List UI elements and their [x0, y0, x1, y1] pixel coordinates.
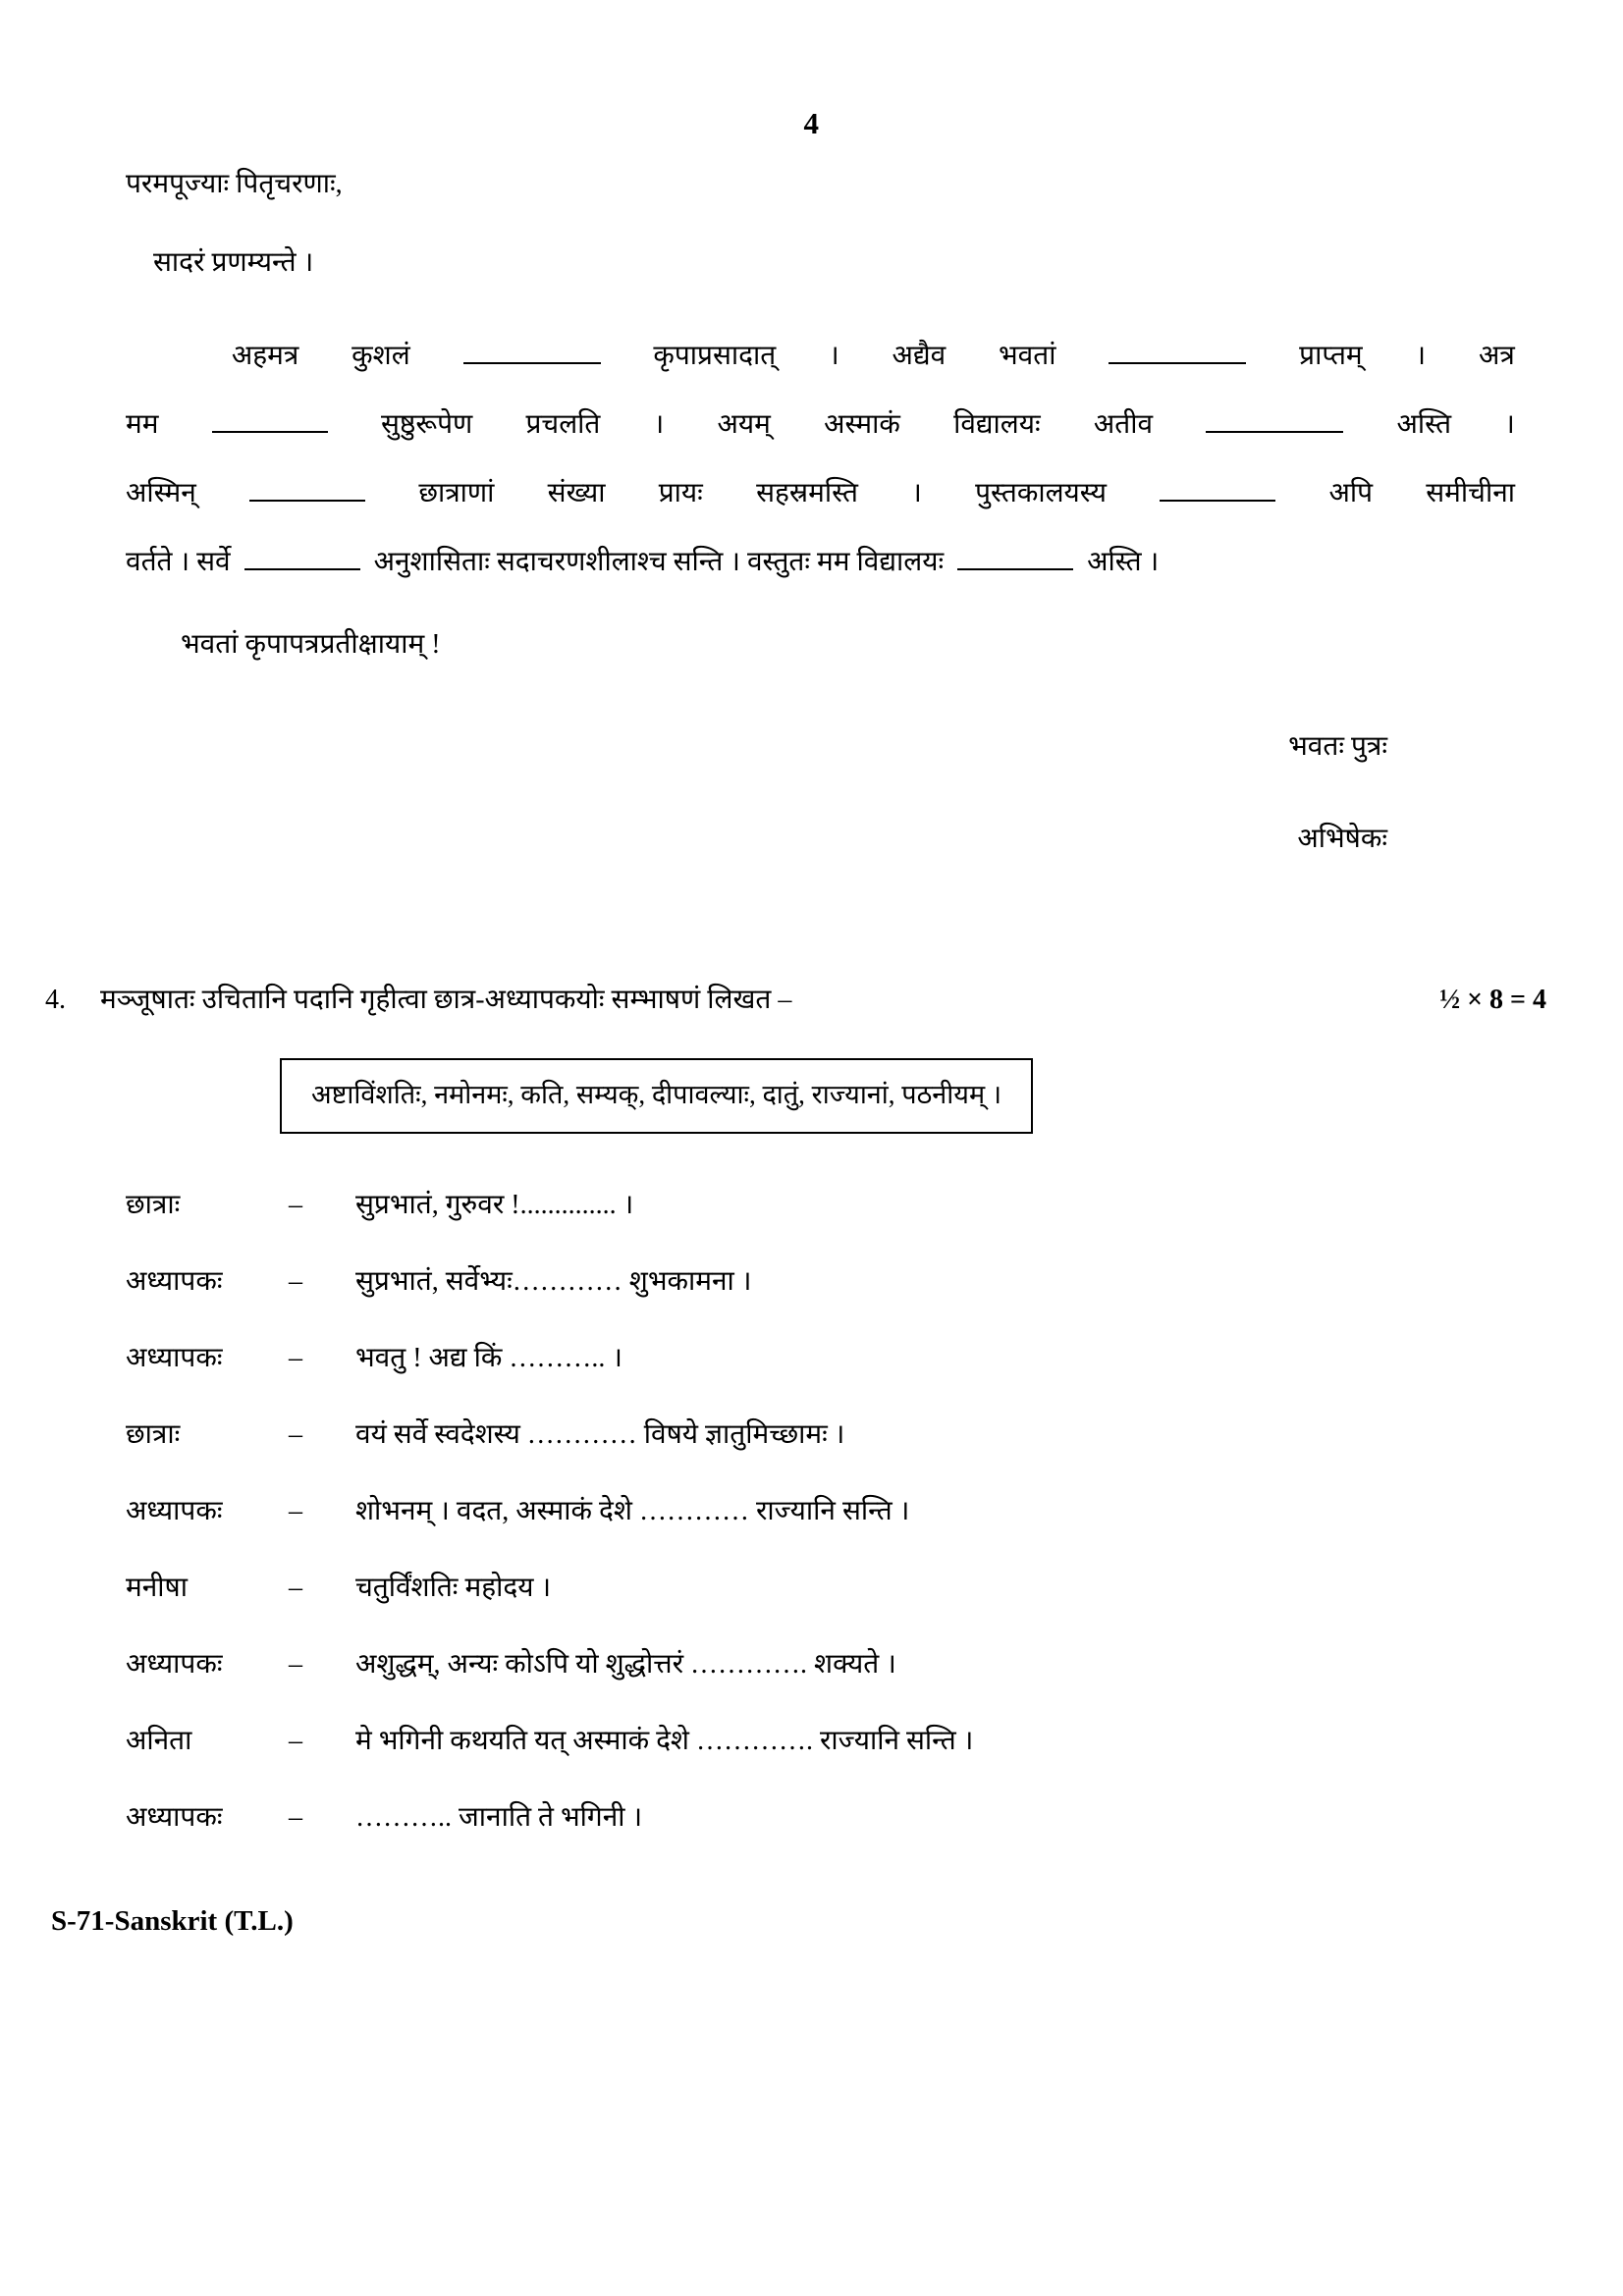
dialogue-text: शोभनम् । वदत, अस्माकं देशे ………… राज्यानि सन्ति ।: [355, 1496, 910, 1526]
question-number: 4.: [45, 985, 66, 1015]
dialogue-row: [126, 1415, 1623, 1452]
letter-line3-seg8: अपि: [1328, 478, 1373, 508]
dialogue-text: मे भगिनी कथयति यत् अस्माकं देशे …………. राज्यानि सन्ति ।: [355, 1726, 974, 1756]
letter-body: [126, 336, 1515, 579]
letter-line1-seg8: ।: [1415, 341, 1427, 371]
dialogue-dash: –: [289, 1573, 302, 1603]
dialogue-speaker: अध्यापकः: [126, 1649, 223, 1680]
letter-line3-seg3: संख्या: [547, 478, 606, 508]
dialogue-dash: –: [289, 1343, 302, 1373]
page-number: 4: [803, 106, 820, 140]
letter-expectation: भवतां कृपापत्रप्रतीक्षायाम् !: [181, 629, 441, 660]
dialogue-speaker: छात्राः: [126, 1190, 181, 1220]
dialogue-text: वयं सर्वे स्वदेशस्य ………… विषये ज्ञातुमिच्छामः ।: [355, 1419, 845, 1450]
letter-line2-seg4: ।: [653, 409, 665, 440]
dialogue-speaker: अध्यापकः: [126, 1343, 223, 1373]
dialogue-row: [126, 1721, 1623, 1758]
letter-line1-seg5: अद्यैव: [892, 341, 947, 371]
fill-blank-8[interactable]: [957, 547, 1073, 570]
letter-line4-seg2: अनुशासिताः सदाचरणशीलाश्च सन्ति । वस्तुतः मम विद्यालयः: [373, 547, 945, 577]
dialogue-dash: –: [289, 1726, 302, 1756]
signature-name: अभिषेकः: [1297, 824, 1387, 854]
dialogue-row: [126, 1797, 1623, 1835]
dialogue-dash: –: [289, 1496, 302, 1526]
letter-line-3: [126, 473, 1515, 510]
dialogue-dash: –: [289, 1419, 302, 1450]
dialogue-dash: –: [289, 1190, 302, 1220]
letter-line2-seg9: अस्ति: [1396, 409, 1452, 440]
dialogue-speaker: छात्राः: [126, 1419, 181, 1450]
fill-blank-2[interactable]: [1109, 341, 1246, 364]
letter-line2-seg5: अयम्: [717, 409, 771, 440]
word-bank-box: अष्टाविंशतिः, नमोनमः, कति, सम्यक्, दीपावल्याः, दातुं, राज्यानां, पठनीयम् ।: [280, 1058, 1033, 1134]
letter-line3-seg5: सहस्रमस्ति: [756, 478, 858, 508]
letter-line1-seg9: अत्र: [1478, 341, 1515, 371]
dialogue-row: [126, 1261, 1623, 1299]
dialogue-speaker: अध्यापकः: [126, 1802, 223, 1833]
letter-line1-seg3: कृपाप्रसादात्: [653, 341, 777, 371]
dialogue-speaker: अध्यापकः: [126, 1266, 223, 1297]
fill-blank-4[interactable]: [1206, 409, 1343, 433]
letter-signature-block: [126, 726, 1515, 856]
letter-bow-line: सादरं प्रणम्यन्ते ।: [153, 247, 314, 278]
dialogue-text: ……….. जानाति ते भगिनी ।: [355, 1802, 643, 1833]
letter-line3-seg2: छात्राणां: [418, 478, 495, 508]
dialogue-speaker: अनिता: [126, 1726, 192, 1756]
letter-salutation: परमपूज्याः पितृचरणाः,: [126, 169, 343, 199]
dialogue-row: [126, 1644, 1623, 1682]
dialogue-dash: –: [289, 1802, 302, 1833]
dialogue-text: भवतु ! अद्य किं ……….. ।: [355, 1343, 622, 1373]
question-text: मञ्जूषातः उचितानि पदानि गृहीत्वा छात्र-अध्यापकयोः सम्भाषणं लिखत –: [100, 985, 792, 1015]
letter-line-2: [126, 404, 1515, 442]
letter-line2-seg8: अतीव: [1093, 409, 1154, 440]
dialogue-row: [126, 1185, 1623, 1222]
signature-from: भवतः पुत्रः: [1288, 731, 1387, 762]
letter-line-4: [126, 542, 1515, 579]
letter-line1-seg1: अहमत्र: [231, 341, 299, 371]
dialogue-text: अशुद्धम्, अन्यः कोऽपि यो शुद्धोत्तरं …………. शक्यते ।: [355, 1649, 896, 1680]
letter-line1-seg4: ।: [829, 341, 839, 371]
fill-blank-7[interactable]: [244, 547, 360, 570]
fill-blank-1[interactable]: [463, 341, 601, 364]
letter-line3-seg9: समीचीना: [1426, 478, 1515, 508]
letter-line2-seg10: ।: [1504, 409, 1515, 440]
letter-line3-seg4: प्रायः: [658, 478, 703, 508]
fill-blank-3[interactable]: [212, 409, 328, 433]
page-footer-code: S-71-Sanskrit (T.L.): [51, 1905, 294, 1937]
word-bank-wrapper: [0, 1058, 1623, 1134]
dialogue-dash: –: [289, 1266, 302, 1297]
letter-line1-seg6: भवतां: [999, 341, 1056, 371]
dialogue-speaker: मनीषा: [126, 1573, 188, 1603]
dialogue-row: [126, 1568, 1623, 1605]
dialogue-list: [0, 1185, 1623, 1835]
question-4: [0, 980, 1623, 1017]
dialogue-dash: –: [289, 1649, 302, 1680]
dialogue-text: चतुर्विंशतिः महोदय ।: [355, 1573, 552, 1603]
question-marks: ½ × 8 = 4: [1439, 985, 1546, 1015]
dialogue-text: सुप्रभातं, सर्वेभ्यः………… शुभकामना ।: [355, 1266, 752, 1297]
letter-line2-seg3: प्रचलति: [525, 409, 601, 440]
letter-line4-seg3: अस्ति ।: [1087, 547, 1160, 577]
dialogue-text: सुप्रभातं, गुरुवर !.............. ।: [355, 1190, 634, 1220]
dialogue-row: [126, 1491, 1623, 1528]
letter-line3-seg7: पुस्तकालयस्य: [975, 478, 1107, 508]
letter-line2-seg7: विद्यालयः: [953, 409, 1041, 440]
dialogue-speaker: अध्यापकः: [126, 1496, 223, 1526]
letter-line4-seg1: वर्तते । सर्वे: [126, 547, 231, 577]
letter-line2-seg2: सुष्ठुरूपेण: [380, 409, 473, 440]
letter-block: [0, 171, 1623, 856]
dialogue-row: [126, 1338, 1623, 1375]
letter-line2-seg1: मम: [126, 409, 159, 440]
fill-blank-5[interactable]: [249, 478, 365, 502]
letter-line1-seg2: कुशलं: [352, 341, 410, 371]
fill-blank-6[interactable]: [1160, 478, 1275, 502]
letter-line3-seg6: ।: [911, 478, 922, 508]
letter-line3-seg1: अस्मिन्: [126, 478, 196, 508]
letter-line2-seg6: अस्माकं: [824, 409, 900, 440]
letter-line1-seg7: प्राप्तम्: [1299, 341, 1363, 371]
letter-line-1: [126, 336, 1515, 373]
